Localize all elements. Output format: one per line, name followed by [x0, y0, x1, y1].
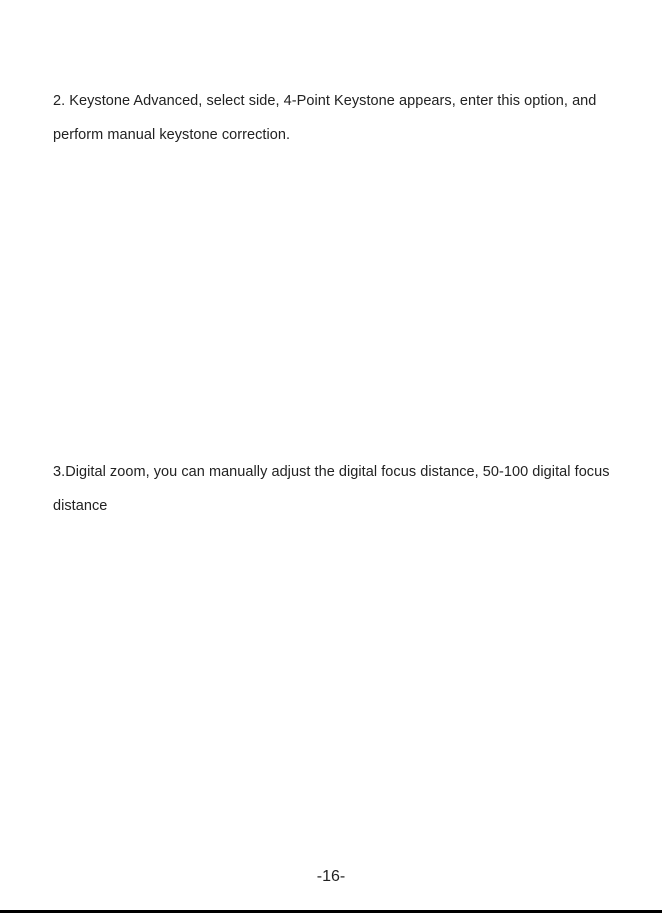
bottom-border-line — [0, 910, 662, 913]
digital-zoom-instruction: 3.Digital zoom, you can manually adjust the digital focus distance, 50-100 digital focus distance — [53, 464, 610, 514]
keystone-advanced-instruction: 2. Keystone Advanced, select side, 4-Point Keystone appears, enter this option, and perform manual keystone correction. — [53, 93, 597, 143]
page-number: -16- — [316, 868, 346, 885]
